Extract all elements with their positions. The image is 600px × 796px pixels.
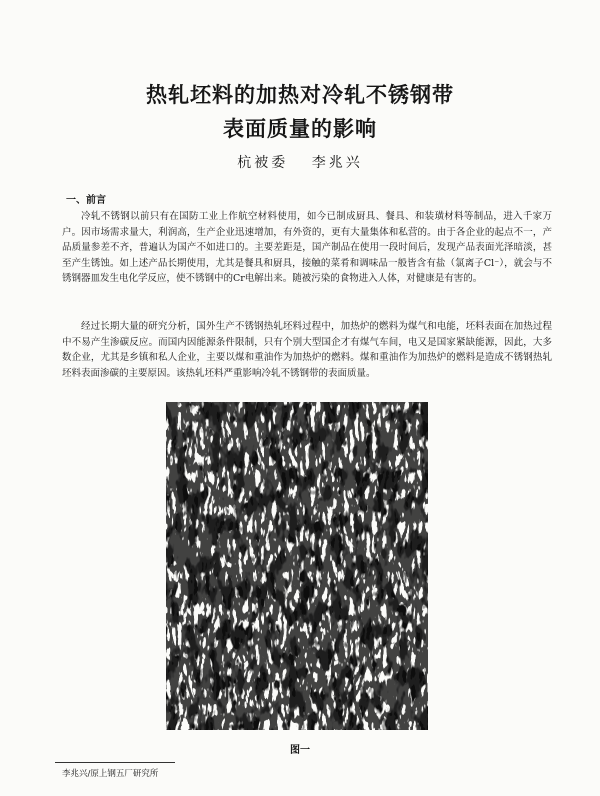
body-paragraph: 冷轧不锈钢以前只有在国防工业上作航空材料使用，如今已制成厨具、餐具、和装璜材料等制品，进入千家万户。因市场需求量大，利润高，生产企业迅速增加，有外资的，更有大量集体和私营的。由于各企业的起点不一，产品质量参差不齐，普遍认为国产不如进口的。主要差距是，国产制品在使用一段时间后，发现产品表面光泽暗淡，甚至产生锈蚀。如上述产品长期使用，尤其是餐具和厨具，接触的菜肴和调味品一般皆含有盐（氯离子Cl⁻），就会与不锈钢器皿发生电化学反应，使不锈钢中的Cr电解出来。随被污染的食物进入人体，对健康是有害的。 [62,211,552,285]
title-line-1: 热轧坯料的加热对冷轧不锈钢带 [146,83,454,107]
author-list [0,152,600,172]
paper-title [0,78,600,146]
footnote: 李兆兴/原上钢五厂研究所 [62,769,159,779]
author-name: 杭被委 [237,155,289,171]
body-paragraph: 经过长期大量的研究分析，国外生产不锈钢热轧坯料过程中，加热炉的燃料为煤气和电能，坯料表面在加热过程中不易产生渗碳反应。而国内因能源条件限制，只有个别大型国企才有煤气车间，电又是国家紧缺能源，因此，大多数企业，尤其是乡镇和私人企业，主要以煤和重油作为加热炉的燃料。煤和重油作为加热炉的燃料是造成不锈钢热轧坯料表面渗碳的主要原因。该热轧坯料严重影响冷轧不锈钢带的表面质量。 [62,321,552,379]
author-name: 李兆兴 [311,155,363,171]
section-heading: 一、前言 [66,195,106,206]
figure-caption: 图一 [290,745,310,756]
micrograph-figure [166,402,428,730]
title-line-2: 表面质量的影响 [223,117,377,141]
footnote-rule [55,762,175,763]
micrograph-texture-layer [166,402,428,730]
